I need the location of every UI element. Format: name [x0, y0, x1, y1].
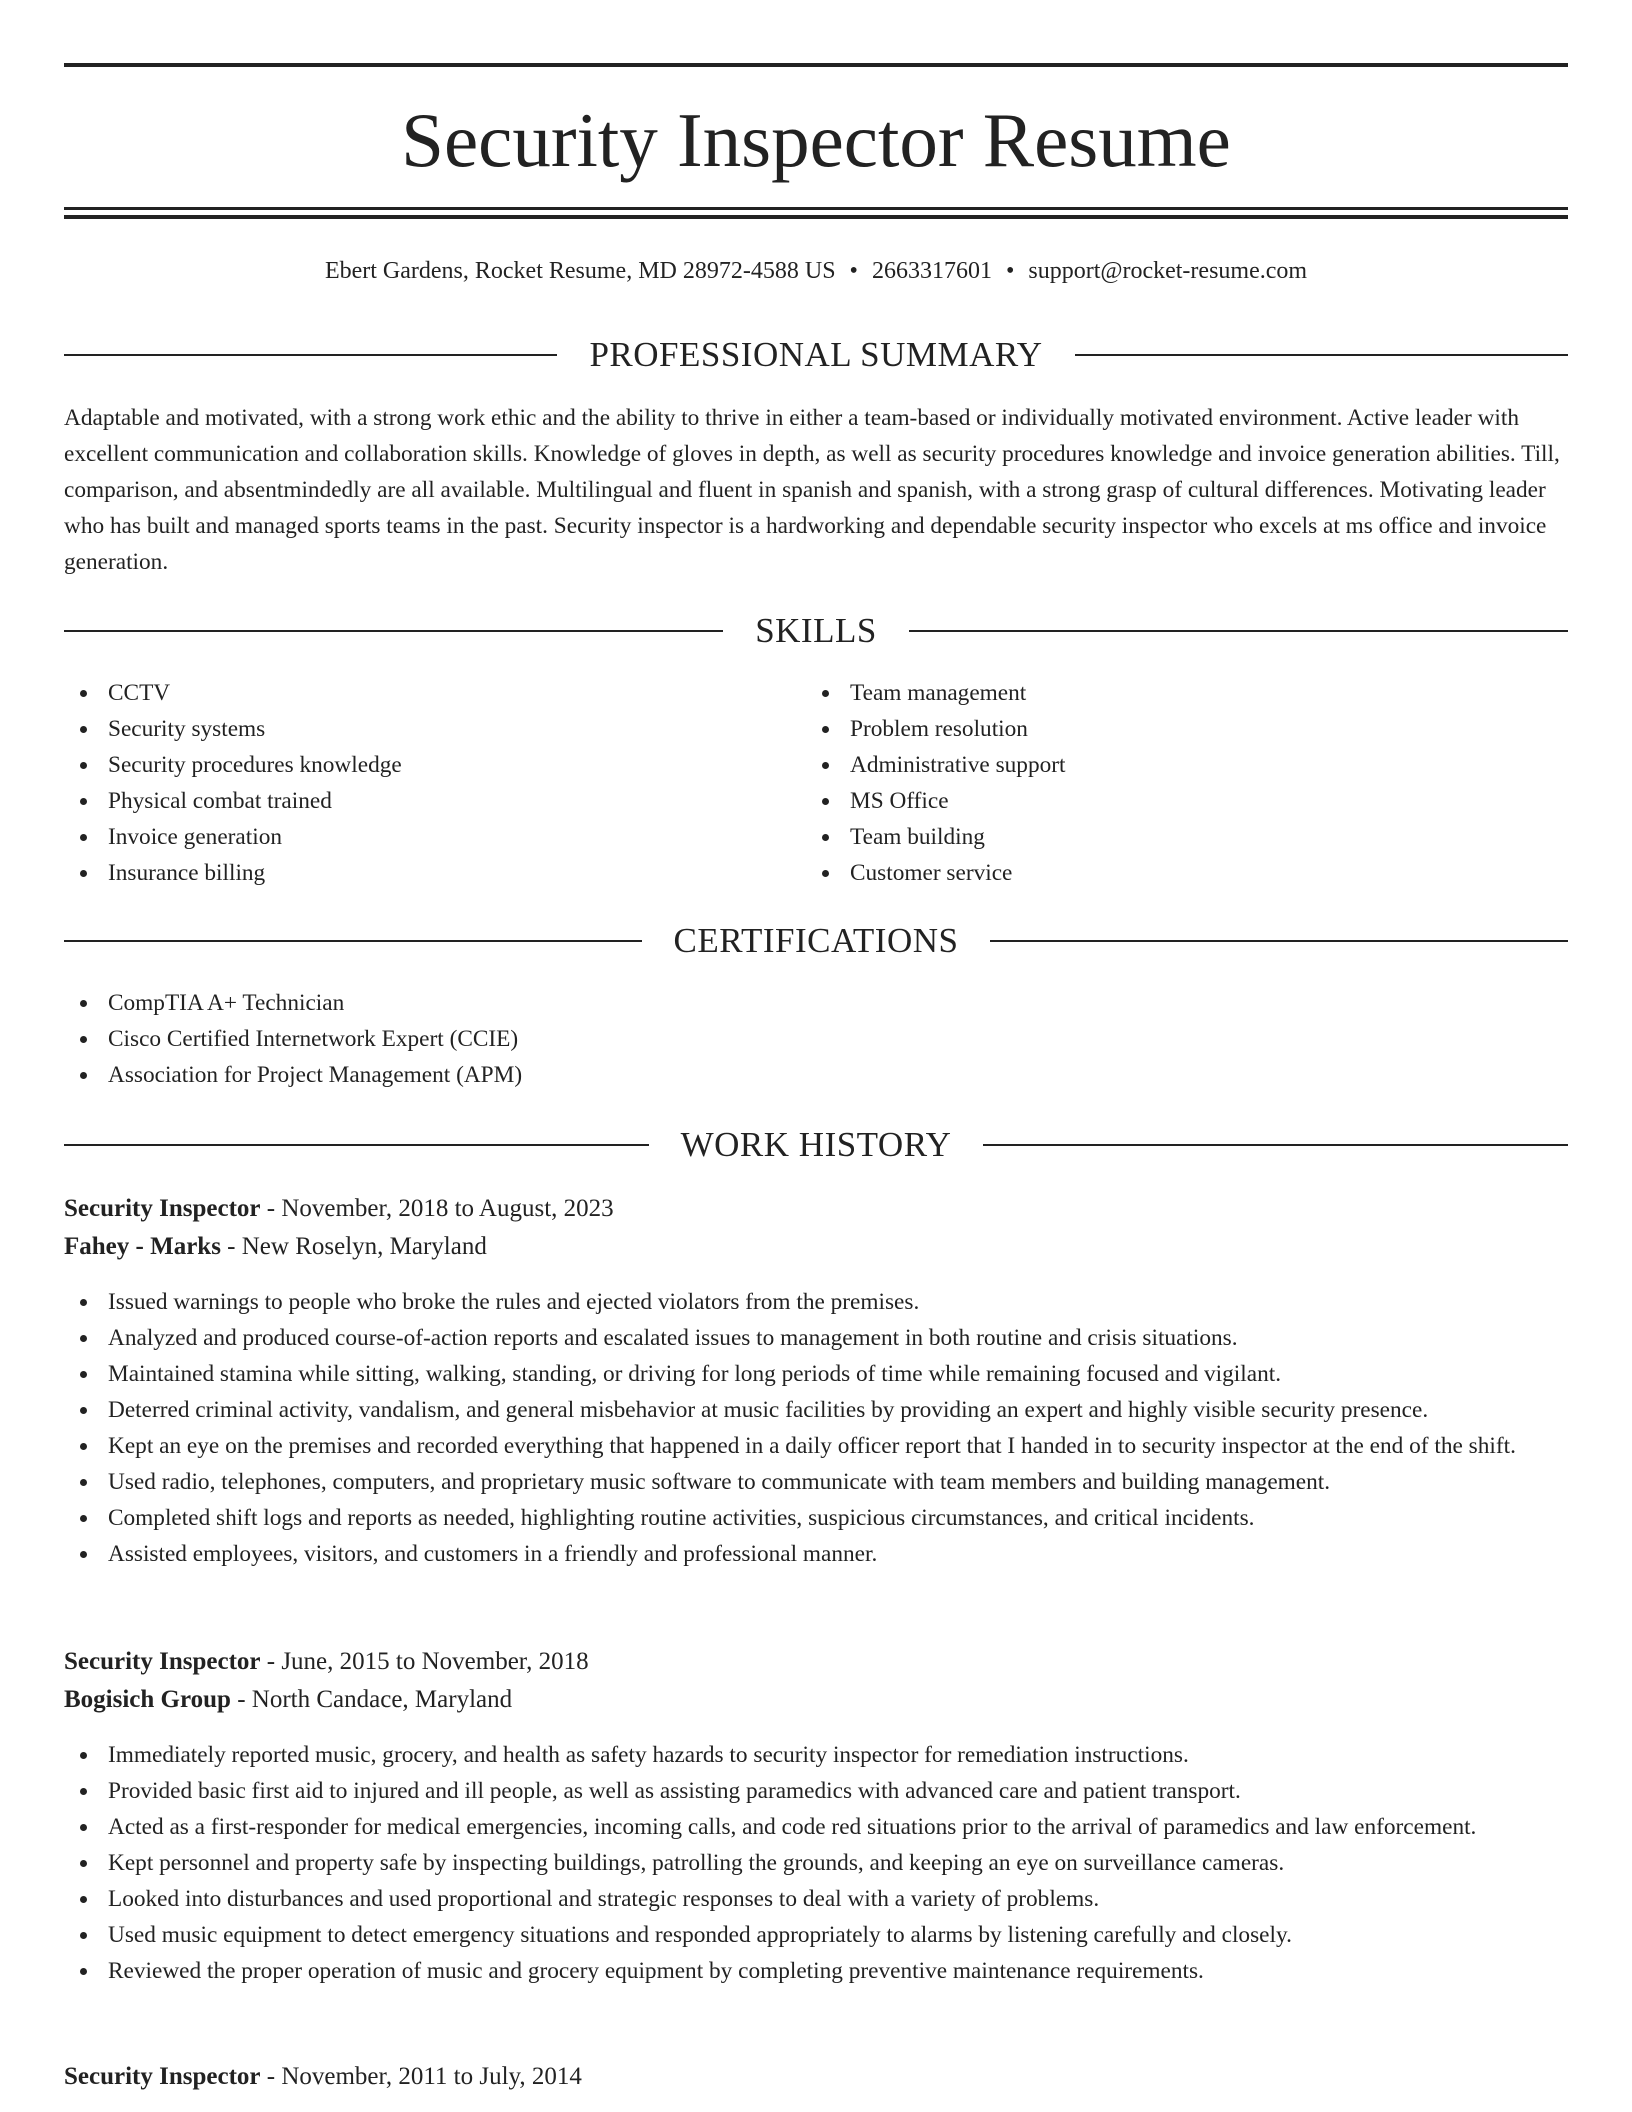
job-location: - North Candace, Maryland [230, 1686, 513, 1713]
contact-address: Ebert Gardens, Rocket Resume, MD 28972-4588 US [324, 258, 836, 284]
duty-item: Reviewed the proper operation of music and grocery equipment by completing preventive maintenance requirements. [64, 1953, 1568, 1989]
heading-rule [64, 630, 723, 632]
job-company-line [64, 1228, 1568, 1266]
duty-item: Issued warnings to people who broke the rules and ejected violators from the premises. [64, 1284, 1568, 1320]
job-title: Security Inspector [64, 1195, 261, 1222]
duty-item: Kept personnel and property safe by inspecting buildings, patrolling the grounds, and keeping an eye on surveillance cameras. [64, 1845, 1568, 1881]
certifications-list [64, 985, 1568, 1093]
duty-item: Analyzed and produced course-of-action reports and escalated issues to management in both routine and crisis situations. [64, 1320, 1568, 1356]
job-title: Security Inspector [64, 2063, 261, 2090]
heading-rule [983, 1144, 1568, 1146]
job-title-line [64, 1643, 1568, 1681]
job-dates: - June, 2015 to November, 2018 [260, 1648, 589, 1675]
heading-rule [1075, 354, 1568, 356]
skill-item: MS Office [806, 783, 1546, 819]
skill-item: Invoice generation [64, 819, 804, 855]
contact-separator: • [849, 258, 858, 284]
job-location: - New Roselyn, Maryland [220, 1233, 487, 1260]
job-dates: - November, 2018 to August, 2023 [260, 1195, 614, 1222]
certification-item: Association for Project Management (APM) [64, 1057, 1568, 1093]
section-title: SKILLS [755, 611, 877, 650]
job-title: Security Inspector [64, 1648, 261, 1675]
duty-item: Deterred criminal activity, vandalism, and general misbehavior at music facilities by providing an expert and highly visible security presence. [64, 1392, 1568, 1428]
duty-item: Maintained stamina while sitting, walking, standing, or driving for long periods of time while remaining focused and vigilant. [64, 1356, 1568, 1392]
job-duties-list [64, 1737, 1568, 1989]
contact-separator: • [1005, 258, 1015, 284]
section-title: WORK HISTORY [680, 1125, 952, 1164]
skill-item: Administrative support [806, 747, 1546, 783]
duty-item: Acted as a first-responder for medical emergencies, incoming calls, and code red situations prior to the arrival of paramedics and law enforcement. [64, 1809, 1568, 1845]
header-rule-lower [64, 215, 1568, 219]
contact-line [64, 254, 1568, 288]
job-dates: - November, 2011 to July, 2014 [260, 2063, 582, 2090]
heading-rule [64, 354, 557, 356]
duty-item: Provided basic first aid to injured and ill people, as well as assisting paramedics with advanced care and patient transport. [64, 1773, 1568, 1809]
job-company: Fahey - Marks [64, 1233, 221, 1260]
header-rule-upper [64, 207, 1568, 210]
job-title-line [64, 1190, 1568, 1228]
skills-column-right [806, 675, 1546, 891]
job-company: Bogisich Group [64, 1686, 231, 1713]
skills-column-left [64, 675, 804, 891]
header-top-rule [64, 63, 1568, 67]
section-heading-work-history [64, 1123, 1568, 1167]
job-duties-list [64, 1284, 1568, 1572]
summary-paragraph: Adaptable and motivated, with a strong work ethic and the ability to thrive in either a team-based or individually motivated environment. Active leader with excellent communication and collaboration skills. Knowledge of gloves in depth, as well as security procedures knowledge and invoice generation abilities. Till, comparison, and absentmindedly are all available. Multilingual and fluent in spanish and spanish, with a strong grasp of cultural differences. Motivating leader who has built and managed sports teams in the past. Security inspector is a hardworking and dependable security inspector who excels at ms office and invoice generation. [64, 405, 1560, 575]
skill-item: Security systems [64, 711, 804, 747]
section-title: CERTIFICATIONS [673, 921, 959, 960]
duty-item: Looked into disturbances and used proportional and strategic responses to deal with a variety of problems. [64, 1881, 1568, 1917]
heading-rule [990, 940, 1568, 942]
skill-item: Physical combat trained [64, 783, 804, 819]
contact-email: support@rocket-resume.com [1028, 258, 1308, 284]
skill-item: Team building [806, 819, 1546, 855]
job-company-line [64, 1681, 1568, 1719]
certification-item: CompTIA A+ Technician [64, 985, 1568, 1021]
duty-item: Used radio, telephones, computers, and proprietary music software to communicate with team members and building management. [64, 1464, 1568, 1500]
section-heading-skills [64, 609, 1568, 653]
skill-item: Security procedures knowledge [64, 747, 804, 783]
skill-item: CCTV [64, 675, 804, 711]
section-heading-summary [64, 333, 1568, 377]
certification-item: Cisco Certified Internetwork Expert (CCIE) [64, 1021, 1568, 1057]
duty-item: Kept an eye on the premises and recorded everything that happened in a daily officer report that I handed in to security inspector at the end of the shift. [64, 1428, 1568, 1464]
duty-item: Assisted employees, visitors, and customers in a friendly and professional manner. [64, 1536, 1568, 1572]
job-title-line [64, 2058, 1568, 2096]
resume-title: Security Inspector Resume [401, 97, 1231, 183]
heading-rule [64, 940, 642, 942]
section-heading-certifications [64, 919, 1568, 963]
duty-item: Immediately reported music, grocery, and health as safety hazards to security inspector for remediation instructions. [64, 1737, 1568, 1773]
skill-item: Problem resolution [806, 711, 1546, 747]
duty-item: Completed shift logs and reports as needed, highlighting routine activities, suspicious circumstances, and critical incidents. [64, 1500, 1568, 1536]
heading-rule [909, 630, 1568, 632]
duty-item: Used music equipment to detect emergency situations and responded appropriately to alarms by listening carefully and closely. [64, 1917, 1568, 1953]
section-title: PROFESSIONAL SUMMARY [589, 335, 1043, 374]
skill-item: Team management [806, 675, 1546, 711]
skill-item: Customer service [806, 855, 1546, 891]
contact-phone: 2663317601 [871, 258, 992, 284]
heading-rule [64, 1144, 649, 1146]
skill-item: Insurance billing [64, 855, 804, 891]
